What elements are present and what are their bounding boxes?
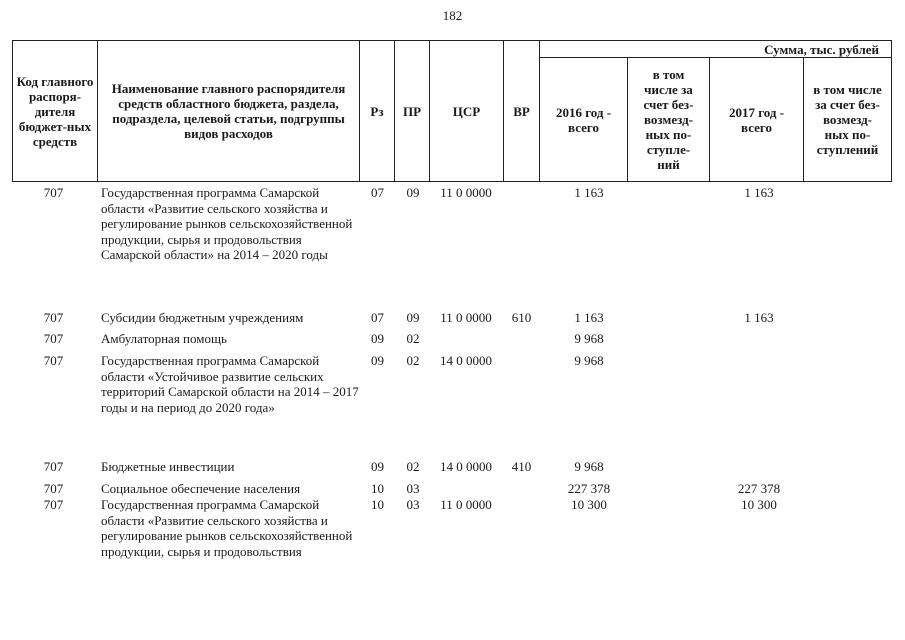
- cell-pr: 09: [406, 310, 420, 325]
- header-2017-total: 2017 год - всего: [728, 104, 785, 135]
- cell-sum-2017: 1 163: [744, 310, 774, 325]
- cell-sum-2016: 10 300: [571, 497, 607, 512]
- table-header: [12, 40, 892, 182]
- header-pr: ПР: [402, 103, 422, 119]
- header-name: Наименование главного распорядителя средств областного бюджета, раздела, подраздела, целевой статьи, подгруппы видов расходов: [111, 81, 346, 141]
- cell-vr: 610: [511, 310, 532, 325]
- table-row: [12, 185, 892, 310]
- cell-csr: 14 0 0000: [440, 353, 492, 368]
- cell-name: Субсидии бюджетным учреждениям: [101, 310, 304, 325]
- page-number: 182: [442, 8, 463, 23]
- cell-sum-2016: 9 968: [574, 331, 604, 346]
- cell-csr: 11 0 0000: [440, 185, 492, 200]
- header-sum-group: Сумма, тыс. рублей: [764, 41, 879, 57]
- cell-sum-2016: 9 968: [574, 353, 604, 368]
- cell-rz: 09: [371, 353, 384, 368]
- table-body: [12, 185, 892, 587]
- cell-csr: 11 0 0000: [440, 310, 492, 325]
- cell-code: 707: [43, 481, 64, 496]
- cell-pr: 03: [406, 497, 420, 512]
- col-divider: [891, 40, 892, 182]
- cell-name: Государственная программа Самарской области «Развитие сельского хозяйства и регулирование рынков сельскохозяйственной продукции, сырья и продовольствия: [101, 497, 353, 559]
- table-row: [12, 497, 892, 587]
- cell-csr: 14 0 0000: [440, 459, 492, 474]
- header-code: Код главного распоря-дителя бюджет-ных средств: [16, 73, 94, 149]
- table-row: [12, 481, 892, 497]
- cell-rz: 07: [371, 310, 384, 325]
- header-2016-free: в том числе за счет без-возмезд-ных по-ступле-ний: [643, 67, 694, 172]
- cell-rz: 10: [371, 481, 384, 496]
- cell-rz: 09: [371, 459, 384, 474]
- table-row: [12, 459, 892, 481]
- cell-name: Государственная программа Самарской области «Развитие сельского хозяйства и регулирование рынков сельскохозяйственной продукции, сырья и продовольствия Самарской области» на 2014 – 2020 годы: [101, 185, 353, 262]
- cell-vr: 410: [511, 459, 532, 474]
- cell-rz: 07: [371, 185, 384, 200]
- cell-pr: 02: [406, 459, 420, 474]
- cell-sum-2016: 227 378: [567, 481, 611, 496]
- cell-sum-2017: 227 378: [737, 481, 781, 496]
- cell-name: Социальное обеспечение населения: [101, 481, 301, 496]
- header-2016-total: 2016 год - всего: [555, 104, 612, 135]
- cell-sum-2017: 10 300: [741, 497, 777, 512]
- cell-code: 707: [43, 185, 64, 200]
- cell-pr: 09: [406, 185, 420, 200]
- cell-sum-2016: 1 163: [574, 310, 604, 325]
- header-csr: ЦСР: [452, 103, 481, 119]
- cell-pr: 03: [406, 481, 420, 496]
- cell-pr: 02: [406, 331, 420, 346]
- cell-sum-2016: 9 968: [574, 459, 604, 474]
- cell-rz: 09: [371, 331, 384, 346]
- cell-sum-2016: 1 163: [574, 185, 604, 200]
- cell-code: 707: [43, 353, 64, 368]
- cell-name: Амбулаторная помощь: [101, 331, 227, 346]
- cell-name: Бюджетные инвестиции: [101, 459, 235, 474]
- cell-code: 707: [43, 310, 64, 325]
- cell-pr: 02: [406, 353, 420, 368]
- cell-code: 707: [43, 331, 64, 346]
- cell-code: 707: [43, 459, 64, 474]
- cell-code: 707: [43, 497, 64, 512]
- table-row: [12, 310, 892, 331]
- table-row: [12, 353, 892, 459]
- cell-sum-2017: 1 163: [744, 185, 774, 200]
- header-2017-free: в том числе за счет без-возмезд-ных по-ступлений: [813, 82, 882, 157]
- cell-rz: 10: [371, 497, 384, 512]
- header-bottom-line: [12, 181, 892, 182]
- table-row: [12, 331, 892, 353]
- cell-name: Государственная программа Самарской области «Устойчивое развитие сельских территорий Самарской области на 2014 – 2017 годы и на период до 2020 года»: [101, 353, 359, 415]
- cell-csr: 11 0 0000: [440, 497, 492, 512]
- header-vr: ВР: [513, 103, 530, 119]
- header-rz: Рз: [370, 103, 384, 119]
